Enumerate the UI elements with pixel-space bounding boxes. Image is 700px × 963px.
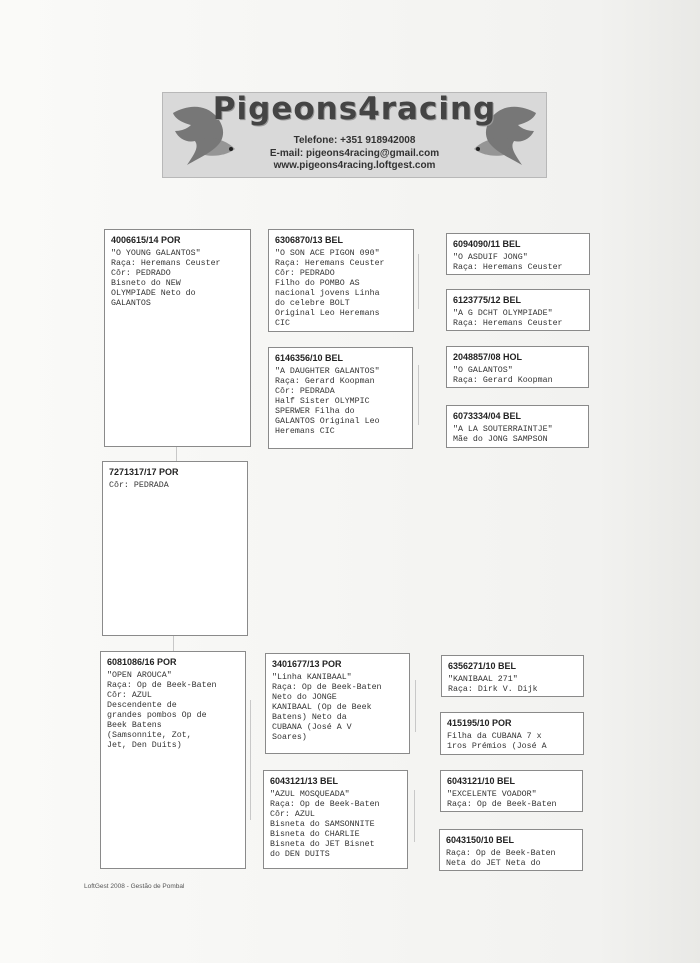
detail-line: CUBANA (José A V [272,723,352,732]
detail-line: Filha da CUBANA 7 x [447,732,542,741]
detail-line: "KANIBAAL 271" [448,675,518,684]
detail-line: "EXCELENTE VOADOR" [447,790,537,799]
ring-number: 6306870/13 BEL [275,235,344,245]
detail-line: Filho do POMBO AS [275,279,360,288]
footer-text: LoftGest 2008 - Gestão de Pombal [84,883,185,890]
ring-number: 7271317/17 POR [109,467,179,477]
pedigree-box-dam-sire-dam [440,712,584,755]
pedigree-box-sire [104,229,251,447]
detail-line: Beek Batens [107,721,162,730]
ring-number: 6356271/10 BEL [448,661,517,671]
detail-line: do DEN DUITS [270,850,330,859]
detail-line: "O GALANTOS" [453,366,513,375]
detail-line: KANIBAAL (Op de Beek [272,703,372,712]
detail-line: Soares) [272,733,307,742]
pedigree-box-dam-dam-dam [439,829,583,871]
detail-line: "A G DCHT OLYMPIADE" [453,309,553,318]
detail-line: Côr: PEDRADA [275,387,335,396]
ring-number: 6146356/10 BEL [275,353,344,363]
connector-subject-dam [173,636,174,652]
detail-line: Bisneta do SAMSONNITE [270,820,375,829]
detail-line: Jet, Den Duits) [107,741,182,750]
detail-line: Heremans CIC [275,427,335,436]
detail-line: Original Leo Heremans [275,309,380,318]
detail-line: Côr: PEDRADA [109,481,169,490]
ring-number: 3401677/13 POR [272,659,342,669]
ring-number: 6123775/12 BEL [453,295,522,305]
detail-line: Raça: Gerard Koopman [275,377,375,386]
detail-line: Raça: Op de Beek-Baten [270,800,380,809]
pedigree-box-sire-sire-dam [446,289,590,331]
detail-line: Raça: Op de Beek-Baten [447,800,557,809]
detail-line: Batens) Neto da [272,713,347,722]
detail-line: "Linha KANIBAAL" [272,673,352,682]
detail-line: Raça: Heremans Ceuster [453,263,563,272]
detail-line: Neto do JONGE [272,693,337,702]
detail-line: "O YOUNG GALANTOS" [111,249,201,258]
detail-line: "AZUL MOSQUEADA" [270,790,350,799]
detail-line: Raça: Op de Beek-Baten [446,849,556,858]
detail-line: Côr: AZUL [107,691,152,700]
header-banner [162,92,547,178]
connector-sire-dam-branch [418,365,419,425]
detail-line: Mãe do JONG SAMPSON [453,435,548,444]
detail-line: CIC [275,319,290,328]
detail-line: Côr: AZUL [270,810,315,819]
detail-line: Raça: Op de Beek-Baten [107,681,217,690]
detail-line: Côr: PEDRADO [111,269,171,278]
connector-dam-branch [250,700,251,820]
banner-email: E-mail: pigeons4racing@gmail.com [269,148,440,159]
pedigree-box-sire-sire-sire [446,233,590,275]
detail-line: Neta do JET Neta do [446,859,541,868]
detail-line: GALANTOS [111,299,151,308]
detail-line: (Samsonnite, Zot, [107,731,192,740]
ring-number: 6094090/11 BEL [453,239,521,249]
pedigree-box-dam [100,651,246,869]
detail-line: do celebre BOLT [275,299,350,308]
detail-line: "A DAUGHTER GALANTOS" [275,367,380,376]
detail-line: nacional jovens Linha [275,289,380,298]
ring-number: 6043121/13 BEL [270,776,339,786]
connector-dam-sire-branch [415,680,416,732]
detail-line: Raça: Heremans Ceuster [111,259,221,268]
ring-number: 4006615/14 POR [111,235,181,245]
detail-line: OLYMPIADE Neto do [111,289,196,298]
ring-number: 6081086/16 POR [107,657,177,667]
detail-line: Raça: Heremans Ceuster [453,319,563,328]
ring-number: 6043121/10 BEL [447,776,516,786]
detail-line: Half Sister OLYMPIC [275,397,370,406]
detail-line: "A LA SOUTERRAINTJE" [453,425,553,434]
detail-line: Raça: Op de Beek-Baten [272,683,382,692]
banner-title: Pigeons4racing [212,92,497,127]
pedigree-box-dam-dam-sire [440,770,583,812]
ring-number: 6073334/04 BEL [453,411,522,421]
banner-website: www.pigeons4racing.loftgest.com [273,160,436,171]
connector-dam-dam-branch [414,790,415,842]
ring-number: 415195/10 POR [447,718,512,728]
detail-line: "O ASDUIF JONG" [453,253,528,262]
detail-line: Descendente de [107,701,177,710]
detail-line: Raça: Gerard Koopman [453,376,553,385]
ring-number: 2048857/08 HOL [453,352,523,362]
pedigree-box-sire-dam [268,347,413,449]
detail-line: "OPEN AROUCA" [107,671,172,680]
connector-sire-subject [176,446,177,462]
banner-phone: Telefone: +351 918942008 [293,135,416,146]
detail-line: grandes pombos Op de [107,711,207,720]
detail-line: GALANTOS Original Leo [275,417,380,426]
detail-line: "O SON ACE PIGON 090" [275,249,380,258]
pedigree-box-sire-dam-dam [446,405,589,448]
pedigree-box-dam-dam [263,770,408,869]
pedigree-box-dam-sire-sire [441,655,584,697]
detail-line: Côr: PEDRADO [275,269,335,278]
detail-line: SPERWER Filha do [275,407,355,416]
detail-line: 1ros Prémios (José A [447,742,547,751]
ring-number: 6043150/10 BEL [446,835,515,845]
detail-line: Raça: Dirk V. Dijk [448,685,538,694]
connector-sire-sire-branch [418,254,419,309]
detail-line: Raça: Heremans Ceuster [275,259,385,268]
pedigree-box-sire-sire [268,229,414,332]
pedigree-box-sire-dam-sire [446,346,589,388]
pedigree-box-subject [102,461,248,636]
detail-line: Bisneto do NEW [111,279,181,288]
detail-line: Bisneta do CHARLIE [270,830,360,839]
pedigree-box-dam-sire [265,653,410,754]
detail-line: Bisneta do JET Bisnet [270,840,375,849]
